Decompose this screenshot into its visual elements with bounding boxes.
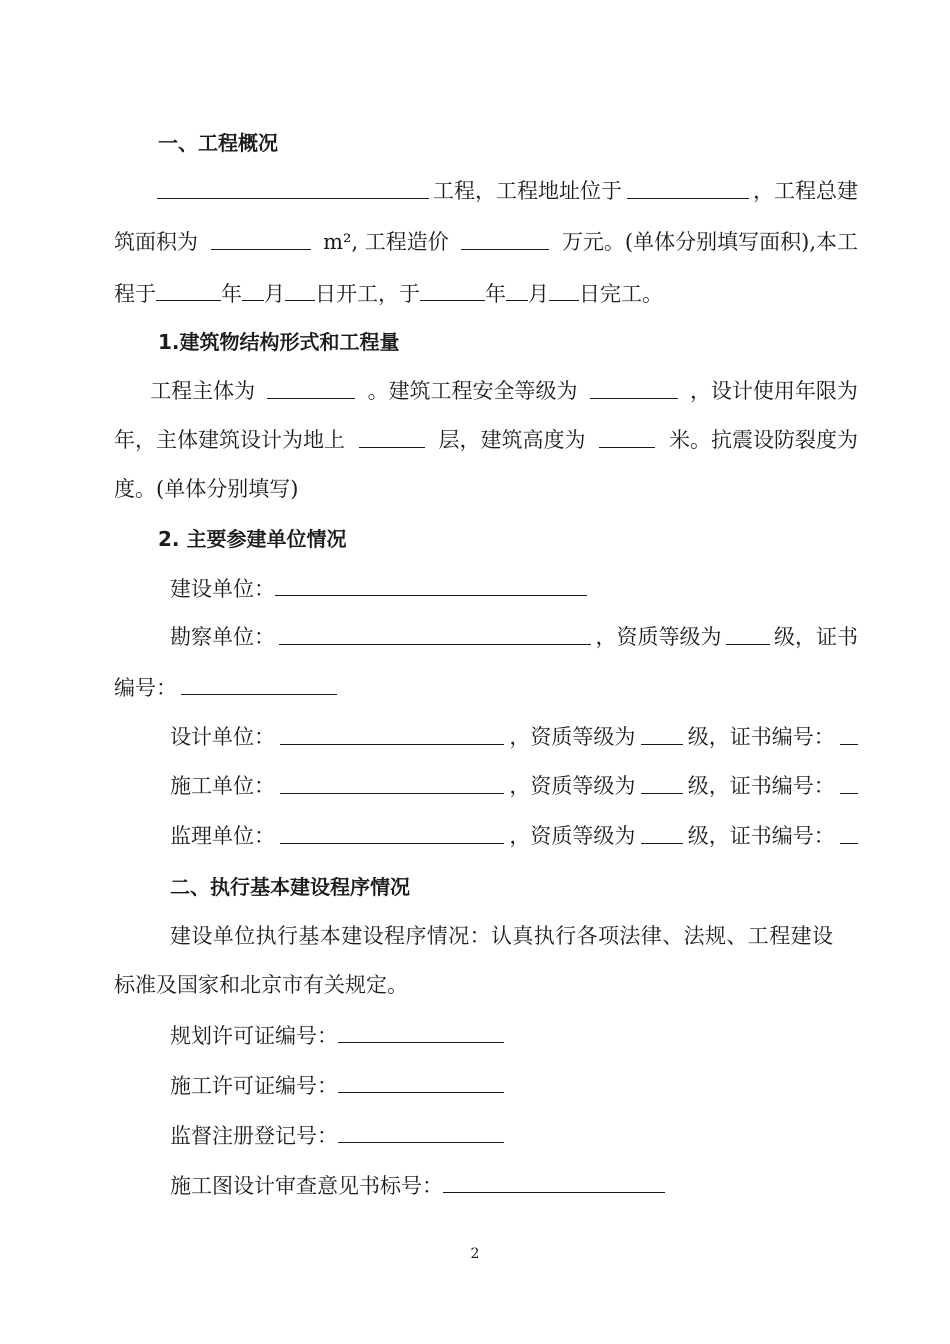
safety-grade-field[interactable] xyxy=(590,376,678,399)
start-day-field[interactable] xyxy=(285,278,315,301)
subheading-participants: 2. 主要参建单位情况 xyxy=(158,527,347,551)
construction-permit-field[interactable] xyxy=(338,1070,504,1093)
end-month-field[interactable] xyxy=(506,278,528,301)
procedure-text-line-2: 标准及国家和北京市有关规定。 xyxy=(114,973,408,997)
end-year-field[interactable] xyxy=(420,278,485,301)
design-unit-field[interactable] xyxy=(280,722,504,745)
construction-unit-row: 建设单位： xyxy=(170,573,914,604)
drawing-review-row: 施工图设计审查意见书标号： xyxy=(170,1170,914,1201)
structure-line-3: 度。(单体分别填写) xyxy=(114,477,299,501)
survey-unit-row: 勘察单位： ，资质等级为 级，证书 xyxy=(170,622,858,652)
design-unit-row: 设计单位： ，资质等级为 级，证书编号： xyxy=(170,722,858,752)
design-grade-field[interactable] xyxy=(641,722,683,745)
subheading-structure: 1.建筑物结构形式和工程量 xyxy=(158,330,400,354)
structure-line-1: 工程主体为 。建筑工程安全等级为 ，设计使用年限为 xyxy=(114,376,858,406)
supervision-unit-field[interactable] xyxy=(280,821,504,844)
supervision-registration-row: 监督注册登记号： xyxy=(170,1120,914,1151)
procedure-text-line-1: 建设单位执行基本建设程序情况：认真执行各项法律、法规、工程建设 xyxy=(170,924,834,948)
end-day-field[interactable] xyxy=(549,278,579,301)
height-field[interactable] xyxy=(599,425,655,448)
survey-grade-field[interactable] xyxy=(726,622,770,645)
construction-permit-row: 施工许可证编号： xyxy=(170,1070,914,1101)
main-structure-field[interactable] xyxy=(267,376,355,399)
supervision-cert-field[interactable] xyxy=(840,821,858,844)
project-cost-field[interactable] xyxy=(461,227,549,250)
project-address-field[interactable] xyxy=(627,176,749,199)
start-year-field[interactable] xyxy=(156,278,221,301)
design-cert-field[interactable] xyxy=(840,722,858,745)
overview-line-3: 程于 年 月 日开工，于 年 月 日完工。 xyxy=(114,278,858,309)
planning-permit-field[interactable] xyxy=(338,1020,504,1043)
overview-line-1: 工程，工程地址位于 ，工程总建 xyxy=(114,176,858,206)
overview-line-2: 筑面积为 m², 工程造价 万元。(单体分别填写面积),本工 xyxy=(114,227,858,257)
page-number: 2 xyxy=(470,1246,480,1262)
floors-field[interactable] xyxy=(359,425,425,448)
contractor-grade-field[interactable] xyxy=(641,771,683,794)
project-name-field[interactable] xyxy=(157,176,429,199)
drawing-review-field[interactable] xyxy=(443,1170,665,1193)
contractor-cert-field[interactable] xyxy=(840,771,858,794)
building-area-field[interactable] xyxy=(211,227,311,250)
supervision-registration-field[interactable] xyxy=(338,1120,504,1143)
construction-unit-field[interactable] xyxy=(275,573,587,596)
survey-cert-row: 编号： xyxy=(114,672,858,703)
supervision-grade-field[interactable] xyxy=(641,821,683,844)
section-heading-overview: 一、工程概况 xyxy=(158,131,278,155)
section-heading-procedure: 二、执行基本建设程序情况 xyxy=(170,875,410,899)
contractor-unit-field[interactable] xyxy=(280,771,504,794)
contractor-unit-row: 施工单位： ，资质等级为 级，证书编号： xyxy=(170,771,858,801)
start-month-field[interactable] xyxy=(242,278,264,301)
supervision-unit-row: 监理单位： ，资质等级为 级，证书编号： xyxy=(170,821,858,851)
planning-permit-row: 规划许可证编号： xyxy=(170,1020,914,1051)
structure-line-2: 年，主体建筑设计为地上 层，建筑高度为 米。抗震设防裂度为 xyxy=(114,425,858,455)
survey-cert-field[interactable] xyxy=(181,672,337,695)
survey-unit-field[interactable] xyxy=(279,622,591,645)
